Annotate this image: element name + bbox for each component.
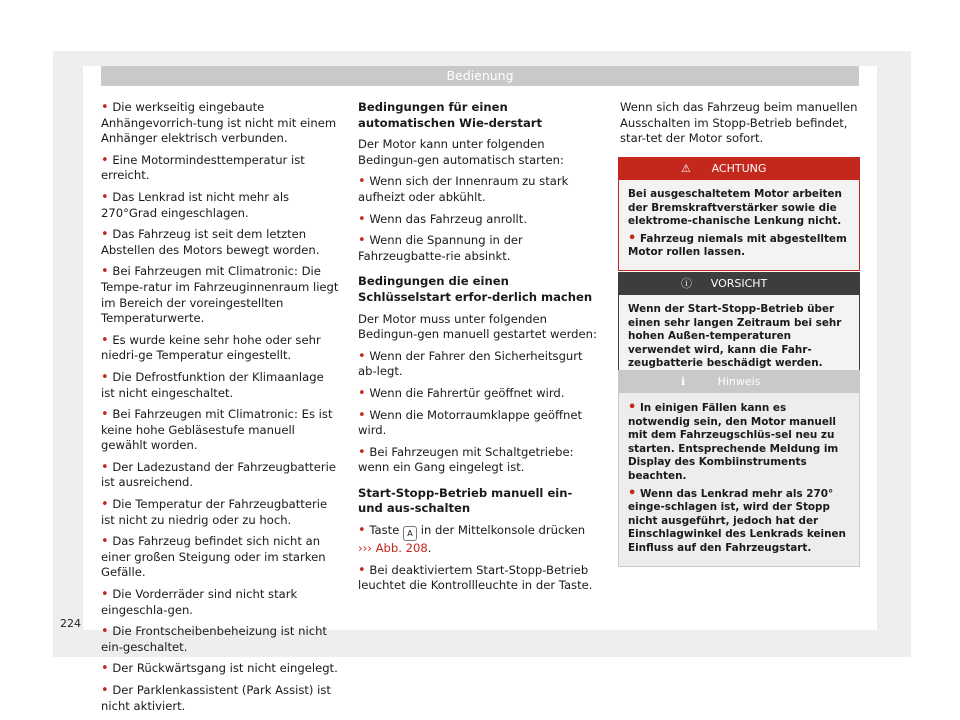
list-item: • Die Frontscheibenbeheizung ist nicht ein-geschaltet.: [101, 624, 327, 654]
list-item: • Wenn die Fahrertür geöffnet wird.: [358, 385, 565, 401]
note-item: • Wenn das Lenkrad mehr als 270° einge-schlagen ist, wird der Stopp nicht ausgeführt, jedoch hat der Einschlagwinkel des Lenkrads keinen Einfluss auf den Fahrzeugstart.: [628, 485, 846, 554]
heading-key-start: Bedingungen die einen Schlüsselstart erfor-derlich machen: [358, 274, 593, 304]
column-left: [101, 100, 341, 720]
column-middle: [358, 100, 598, 600]
warning-text: Bei ausgeschaltetem Motor arbeiten der Bremskraftverstärker sowie die elektrome-chanische Lenkung nicht.: [628, 188, 842, 228]
note-box: [618, 370, 860, 567]
paragraph: Der Motor kann unter folgenden Bedingun-gen automatisch starten:: [358, 137, 564, 167]
note-header: ℹ Hinweis: [619, 371, 859, 393]
section-header: Bedienung: [101, 66, 859, 86]
warning-header: ⚠ ACHTUNG: [619, 158, 859, 180]
list-item: • Das Lenkrad ist nicht mehr als 270°Grad eingeschlagen.: [101, 189, 290, 220]
start-stop-button-icon: A: [403, 526, 417, 541]
heading-automatic-restart: Bedingungen für einen automatischen Wie-derstart: [358, 100, 543, 130]
list-item: • Bei Fahrzeugen mit Schaltgetriebe: wenn ein Gang eingelegt ist.: [358, 444, 574, 475]
list-item: • Die Vorderräder sind nicht stark eingeschla-gen.: [101, 587, 298, 617]
heading-manual-switch: Start-Stopp-Betrieb manuell ein- und aus-schalten: [358, 485, 573, 516]
list-item: • Eine Motormindesttemperatur ist erreicht.: [101, 152, 305, 183]
list-item: • Das Fahrzeug befindet sich nicht an einer großen Steigung oder im starken Gefälle.: [101, 534, 326, 580]
list-item: • Wenn das Fahrzeug anrollt.: [358, 211, 528, 227]
caution-header: ⓘ VORSICHT: [619, 273, 859, 295]
list-item: • Es wurde keine sehr hohe oder sehr niedri-ge Temperatur eingestellt.: [101, 332, 321, 363]
list-item: • Das Fahrzeug ist seit dem letzten Abstellen des Motors bewegt worden.: [101, 227, 320, 257]
list-item: • Wenn der Fahrer den Sicherheitsgurt ab-legt.: [358, 348, 583, 379]
list-item: • Die Temperatur der Fahrzeugbatterie ist nicht zu niedrig oder zu hoch.: [101, 497, 328, 527]
list-item: • Wenn sich der Innenraum zu stark aufheizt oder abkühlt.: [358, 174, 569, 204]
caution-box: [618, 272, 860, 382]
list-item: • Taste A in der Mittelkonsole drücken ››› Abb. 208.: [358, 523, 586, 556]
list-item: • Bei Fahrzeugen mit Climatronic: Es ist keine hohe Gebläsestufe manuell gewählt worden.: [101, 407, 333, 453]
exclamation-circle-icon: ⓘ: [681, 277, 692, 290]
paragraph: Wenn sich das Fahrzeug beim manuellen Ausschalten im Stopp-Betrieb befindet, star-tet der Motor sofort.: [620, 100, 858, 146]
warning-bullet: • Fahrzeug niemals mit abgestelltem Motor rollen lassen.: [628, 230, 847, 259]
list-item: • Wenn die Motorraumklappe geöffnet wird.: [358, 407, 583, 438]
paragraph: Der Motor muss unter folgenden Bedingun-gen manuell gestartet werden:: [358, 311, 597, 342]
warning-box: [618, 157, 860, 271]
list-item: • Die werkseitig eingebaute Anhängevorrich-tung ist nicht mit einem Anhänger elektrisch verbunden.: [101, 100, 337, 146]
list-item: • Der Parklenkassistent (Park Assist) ist nicht aktiviert.: [101, 683, 331, 713]
list-item: • Bei deaktiviertem Start-Stopp-Betrieb leuchtet die Kontrollleuchte in der Taste.: [358, 562, 593, 593]
page-number: 224: [60, 617, 81, 630]
figure-reference-link[interactable]: Abb. 208: [375, 541, 428, 556]
list-item: • Wenn die Spannung in der Fahrzeugbatte-rie absinkt.: [358, 233, 523, 263]
note-item: • In einigen Fällen kann es notwendig sein, den Motor manuell mit dem Fahrzeugschlüs-sel neu zu starten. Entsprechende Meldung im Display des Kombiinstruments beachten.: [628, 400, 839, 482]
list-item: • Der Ladezustand der Fahrzeugbatterie ist ausreichend.: [101, 459, 336, 490]
list-item: • Der Rückwärtsgang ist nicht eingelegt.: [101, 661, 338, 677]
list-item: • Bei Fahrzeugen mit Climatronic: Die Tempe-ratur im Fahrzeuginnenraum liegt im Bereich der voreingestellten Temperaturwerte.: [101, 264, 339, 326]
list-item: • Die Defrostfunktion der Klimaanlage ist nicht eingeschaltet.: [101, 369, 324, 400]
caution-text: Wenn der Start-Stopp-Betrieb über einen sehr langen Zeitraum bei sehr hohen Außen-temperaturen verwendet wird, kann die Fahr-zeugbatterie beschädigt werden.: [628, 303, 842, 370]
info-icon: ℹ: [681, 375, 686, 388]
warning-triangle-icon: ⚠: [681, 162, 691, 175]
column-right: [620, 100, 864, 153]
